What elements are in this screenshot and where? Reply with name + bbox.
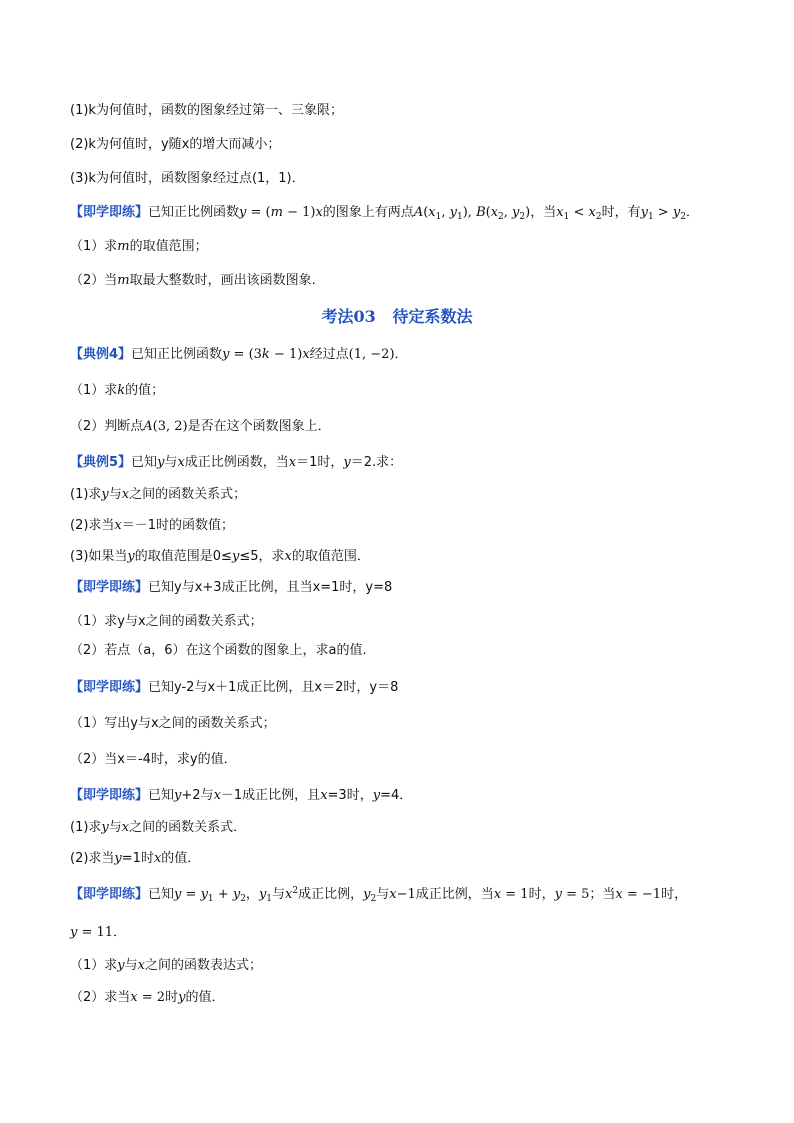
math-var: y [101,487,109,502]
practice-5-part-2 [70,989,224,1007]
question-1-text: (1)k为何值时，函数的图象经过第一、三象限； [70,103,343,118]
part-text: (1)求 [70,487,102,502]
part-text: （2）若点（a，6）在这个函数的图象上，求a的值. [70,643,367,658]
math-var: m [270,205,283,220]
practice-5-text: 成正比例，当 [415,887,494,902]
question-2-text: (2)k为何值时，y随x的增大而减小； [70,137,281,152]
math-var: y [231,549,240,564]
math-op: (3, 2) [152,419,188,434]
math-var: m [117,239,130,254]
math-op: < [569,205,589,220]
practice-1-text: ，当 [530,205,557,220]
part-text: （1）求 [70,383,118,398]
math-var: m [117,273,130,288]
part-text: 的值． [185,990,225,1005]
part-text: 是否在这个函数图象上． [187,419,331,434]
math-var: x [556,205,564,220]
part-text: 的取值范围是0≤ [134,549,232,564]
part-text: （1）求 [70,958,118,973]
part-text: ≤5，求 [239,549,285,564]
math-var: k [117,383,126,398]
practice-5-text: 时， [661,887,688,902]
part-text: 时 [165,990,179,1005]
example-5-question-2 [70,517,234,535]
example-5-text: ＝1时， [296,455,344,470]
math-op: = −1 [622,887,662,902]
part-text: =1时 [121,851,154,866]
practice-tag: 【即学即练】 [70,788,149,803]
part-text: 与 [108,820,122,835]
math-var: y [117,958,125,973]
part-text: (2)求当 [70,518,115,533]
part-text: （1）写出y与x之间的函数关系式； [70,716,276,731]
practice-2-part-1 [70,613,263,631]
practice-4-text: －1成正比例，且 [220,788,321,803]
math-var: x [302,347,310,362]
math-sub: 2 [680,212,686,222]
example-5-text: ＝2.求： [350,455,403,470]
math-var: y [640,205,648,220]
part-text: 之间的函数表达式； [145,958,263,973]
practice-3-part-2 [70,751,237,769]
math-sub: 1 [456,212,463,222]
practice-5-text: ， [245,887,259,902]
example-4-part-2 [70,418,331,436]
example-5-text: 与 [164,455,178,470]
question-2 [70,136,280,154]
math-var: x [615,887,623,902]
part-text: （2）求当 [70,990,131,1005]
math-var: x [137,958,145,973]
practice-5-text: ；当 [589,887,616,902]
part-text: 的取值范围； [129,239,208,254]
math-op: > [653,205,673,220]
math-var: y [70,925,78,940]
example-5-question-3 [70,548,370,566]
practice-3-stem [70,679,398,697]
practice-5-text: 时， [528,887,555,902]
part-text: 之间的函数关系式； [129,487,247,502]
math-var: y [157,455,165,470]
part-text: 与 [108,487,122,502]
practice-tag: 【即学即练】 [70,580,149,595]
practice-tag: 【即学即练】 [70,887,149,902]
example-5-text: 成正比例函数，当 [184,455,289,470]
practice-5-text: 与 [272,887,286,902]
math-function: y [239,205,247,220]
practice-5-part-1 [70,957,262,975]
section-heading [0,304,794,327]
math-var: x [493,887,502,902]
part-text: 的值； [125,383,165,398]
practice-5-stem [70,886,687,904]
math-op: , [441,205,450,220]
math-point-a: A [413,205,424,220]
math-op: = 11 [77,925,114,940]
part-text: （2）当 [70,273,118,288]
math-sub: 2 [519,212,526,222]
example-4-text: 经过点 [309,347,349,362]
math-op: = 1 [501,887,529,902]
practice-tag: 【即学即练】 [70,205,149,220]
practice-1-text: 已知正比例函数 [148,205,240,220]
part-text: 之间的函数关系式． [129,820,247,835]
math-var: y [174,887,182,902]
math-var: y [114,851,122,866]
part-text: （2）判断点 [70,419,144,434]
math-var: y [200,887,208,902]
practice-4-text: =4． [380,788,413,803]
part-text: （2）当x＝-4时，求y的值． [70,752,237,767]
math-point-b: B [476,205,486,220]
math-op: −1 [396,887,416,902]
math-var: y [258,887,267,902]
practice-2-text: 已知y与x+3成正比例，且当x=1时，y=8 [148,580,393,595]
math-var: x [121,487,130,502]
practice-4-question-1 [70,819,246,837]
math-var: y [174,788,182,803]
practice-4-stem [70,787,412,805]
practice-1-part-1 [70,238,208,256]
math-var: x [177,455,185,470]
math-op: − 1) [282,205,316,220]
math-var: y [178,990,186,1005]
example-4-part-1 [70,382,164,400]
math-var: y [512,205,520,220]
math-op: ( [485,205,491,220]
practice-4-text: +2与 [181,788,214,803]
math-op: = 5 [561,887,590,902]
practice-1-stem [70,204,699,222]
math-var: y [343,455,351,470]
math-var: x [213,788,221,803]
part-text: 的值． [161,851,201,866]
math-var: x [114,518,122,533]
math-op: = (3 [229,347,262,362]
practice-3-part-1 [70,715,276,733]
question-3 [70,170,305,188]
math-sub: 2 [240,894,246,904]
example-4-text: 已知正比例函数 [131,347,223,362]
part-text: ＝－1时的函数值； [121,518,235,533]
part-text: (2)求当 [70,851,115,866]
math-var: y [232,887,241,902]
math-op: (1, −2) [348,347,395,362]
math-sub: 1 [266,894,273,904]
math-var: x [153,851,162,866]
section-heading-label: 考法03 [321,307,376,326]
practice-5-text: 与 [376,887,390,902]
math-var: x [490,205,499,220]
part-text: （1）求 [70,239,118,254]
question-1 [70,102,343,120]
math-op: = 2 [137,990,166,1005]
part-text: (1)求 [70,820,102,835]
math-op: + [213,887,233,902]
math-var: x [389,887,397,902]
practice-4-text: =3时， [327,788,373,803]
math-var: y [449,205,457,220]
math-sub: 1 [207,894,214,904]
practice-4-text: 已知 [148,788,175,803]
part-text: 的取值范围． [291,549,370,564]
practice-5-stem-cont [70,924,126,942]
math-sub: 2 [595,212,602,222]
practice-1-part-2 [70,272,316,290]
example-5-question-1 [70,486,246,504]
example-5-tag: 【典例5】 [70,455,132,470]
math-op: ( [423,205,429,220]
math-var: y [372,788,381,803]
math-var: A [143,419,153,434]
practice-1-text: 时，有 [601,205,641,220]
practice-4-question-2 [70,850,200,868]
math-var: x [121,820,130,835]
math-var: y [672,205,681,220]
practice-1-text: 的图象上有两点 [322,205,414,220]
math-op: = ( [246,205,271,220]
math-var: k [261,347,270,362]
math-var: x [315,205,323,220]
math-sub: 1 [563,212,570,222]
math-var: y [101,820,109,835]
part-text: 与 [124,958,138,973]
math-var: y [222,347,230,362]
practice-5-text: ． [113,925,127,940]
math-op: ) [525,205,531,220]
practice-1-text: ． [685,205,699,220]
math-sub: 2 [498,212,504,222]
question-3-text: (3)k为何值时，函数图象经过点(1，1)． [70,171,305,186]
example-4-stem [70,346,408,364]
practice-3-text: 已知y-2与x＋1成正比例，且x＝2时，y＝8 [148,680,399,695]
math-var: y [127,549,135,564]
practice-5-text: 已知 [148,887,175,902]
math-var: x [288,455,297,470]
practice-5-text: 成正比例， [298,887,364,902]
math-op: , [503,205,513,220]
math-var: x [428,205,436,220]
practice-2-stem [70,579,392,597]
practice-tag: 【即学即练】 [70,680,149,695]
math-var: x [320,788,328,803]
practice-2-part-2 [70,642,367,660]
part-text: 取最大整数时，画出该函数图象. [129,273,316,288]
math-var: y [363,887,371,902]
example-5-text: 已知 [131,455,158,470]
math-var: y [554,887,562,902]
example-4-tag: 【典例4】 [70,347,132,362]
part-text: (3)如果当 [70,549,128,564]
math-op: − 1) [269,347,303,362]
math-op: ), [462,205,477,220]
section-heading-title: 待定系数法 [392,307,473,326]
math-var: x [284,549,292,564]
math-sub: 1 [435,212,442,222]
part-text: （1）求y与x之间的函数关系式； [70,614,263,629]
math-var: x [130,990,138,1005]
math-op: = [181,887,201,902]
math-sub: 1 [647,212,654,222]
math-var: x [285,887,293,902]
example-5-stem [70,454,402,472]
math-sub: 2 [370,894,377,904]
math-sup: 2 [292,886,299,896]
math-var: x [588,205,596,220]
example-4-text: ． [394,347,408,362]
